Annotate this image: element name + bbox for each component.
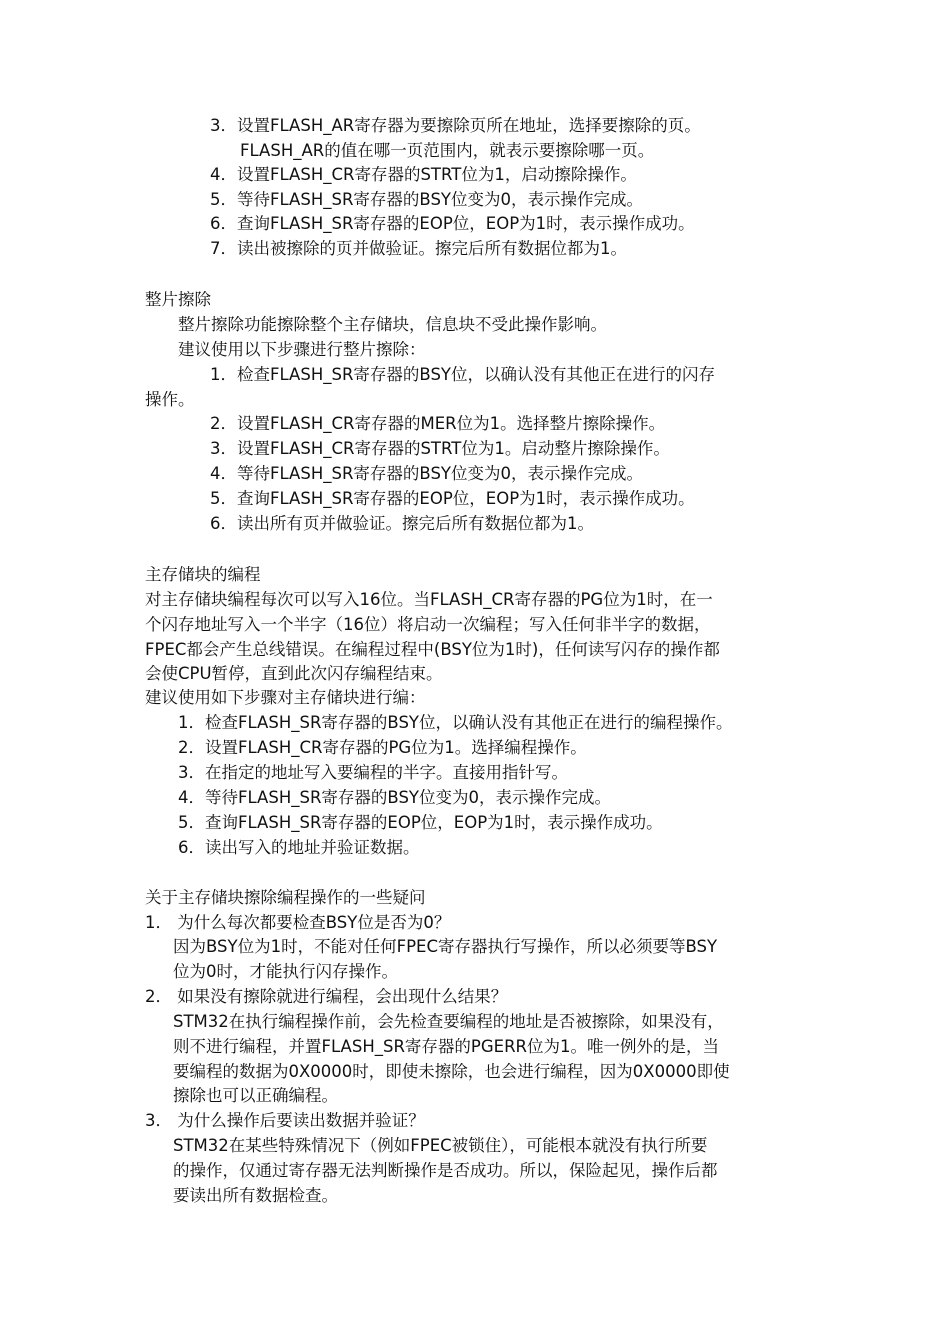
mass-erase-heading: 整片擦除 <box>145 290 211 309</box>
faq-answer-3-line-3: 要读出所有数据检查。 <box>173 1186 338 1205</box>
faq-question-1: 1． 为什么每次都要检查BSY位是否为0？ <box>145 913 451 932</box>
faq-answer-1-line-1: 因为BSY位为1时，不能对任何FPEC寄存器执行写操作，所以必须要等BSY <box>173 937 718 956</box>
faq-question-2: 2． 如果没有擦除就进行编程，会出现什么结果？ <box>145 987 508 1006</box>
faq-answer-2-line-2: 则不进行编程，并置FLASH_SR寄存器的PGERR位为1。唯一例外的是，当 <box>173 1037 720 1056</box>
mass-erase-intro-2: 建议使用以下步骤进行整片擦除： <box>178 340 426 359</box>
programming-step-6: 6．读出写入的地址并验证数据。 <box>178 838 420 857</box>
page-erase-step-7: 7．读出被擦除的页并做验证。擦完后所有数据位都为1。 <box>210 239 627 258</box>
faq-answer-2-line-3: 要编程的数据为0X0000时，即使未擦除，也会进行编程，因为0X0000即使 <box>173 1062 730 1081</box>
mass-erase-step-3: 3．设置FLASH_CR寄存器的STRT位为1。启动整片擦除操作。 <box>210 439 670 458</box>
page-erase-step-4: 4．设置FLASH_CR寄存器的STRT位为1，启动擦除操作。 <box>210 165 637 184</box>
mass-erase-step-5: 5．查询FLASH_SR寄存器的EOP位，EOP为1时，表示操作成功。 <box>210 489 695 508</box>
mass-erase-step-1: 1．检查FLASH_SR寄存器的BSY位，以确认没有其他正在进行的闪存 <box>210 365 715 384</box>
programming-step-3: 3．在指定的地址写入要编程的半字。直接用指针写。 <box>178 763 568 782</box>
page-erase-step-6: 6．查询FLASH_SR寄存器的EOP位，EOP为1时，表示操作成功。 <box>210 214 695 233</box>
mass-erase-step-2: 2．设置FLASH_CR寄存器的MER位为1。选择整片擦除操作。 <box>210 414 666 433</box>
programming-para-line-4: 会使CPU暂停，直到此次闪存编程结束。 <box>145 664 443 683</box>
programming-heading: 主存储块的编程 <box>145 565 261 584</box>
faq-answer-2-line-1: STM32在执行编程操作前，会先检查要编程的地址是否被擦除，如果没有， <box>173 1012 724 1031</box>
mass-erase-intro-1: 整片擦除功能擦除整个主存储块，信息块不受此操作影响。 <box>178 315 607 334</box>
mass-erase-step-1-cont: 操作。 <box>145 390 195 409</box>
faq-answer-3-line-1: STM32在某些特殊情况下（例如FPEC被锁住），可能根本就没有执行所要 <box>173 1136 708 1155</box>
page-erase-step-3: 3．设置FLASH_AR寄存器为要擦除页所在地址，选择要擦除的页。 <box>210 116 701 135</box>
faq-question-3: 3． 为什么操作后要读出数据并验证？ <box>145 1111 425 1130</box>
programming-step-5: 5．查询FLASH_SR寄存器的EOP位，EOP为1时，表示操作成功。 <box>178 813 663 832</box>
programming-step-1: 1．检查FLASH_SR寄存器的BSY位，以确认没有其他正在进行的编程操作。 <box>178 713 733 732</box>
programming-para-line-1: 对主存储块编程每次可以写入16位。当FLASH_CR寄存器的PG位为1时，在一 <box>145 590 713 609</box>
programming-para-line-3: FPEC都会产生总线错误。在编程过程中(BSY位为1时)，任何读写闪存的操作都 <box>145 640 720 659</box>
programming-para-line-2: 个闪存地址写入一个半字（16位）将启动一次编程；写入任何非半字的数据， <box>145 615 711 634</box>
page-erase-step-3-cont: FLASH_AR的值在哪一页范围内，就表示要擦除哪一页。 <box>240 141 655 160</box>
mass-erase-step-4: 4．等待FLASH_SR寄存器的BSY位变为0，表示操作完成。 <box>210 464 643 483</box>
programming-para-line-5: 建议使用如下步骤对主存储块进行编： <box>145 688 426 707</box>
faq-answer-1-line-2: 位为0时，才能执行闪存操作。 <box>173 962 398 981</box>
page-erase-step-5: 5．等待FLASH_SR寄存器的BSY位变为0，表示操作完成。 <box>210 190 643 209</box>
programming-step-4: 4．等待FLASH_SR寄存器的BSY位变为0，表示操作完成。 <box>178 788 611 807</box>
faq-answer-2-line-4: 擦除也可以正确编程。 <box>173 1086 338 1105</box>
faq-heading: 关于主存储块擦除编程操作的一些疑问 <box>145 888 426 907</box>
mass-erase-step-6: 6．读出所有页并做验证。擦完后所有数据位都为1。 <box>210 514 594 533</box>
faq-answer-3-line-2: 的操作，仅通过寄存器无法判断操作是否成功。所以，保险起见，操作后都 <box>173 1161 718 1180</box>
programming-step-2: 2．设置FLASH_CR寄存器的PG位为1。选择编程操作。 <box>178 738 587 757</box>
